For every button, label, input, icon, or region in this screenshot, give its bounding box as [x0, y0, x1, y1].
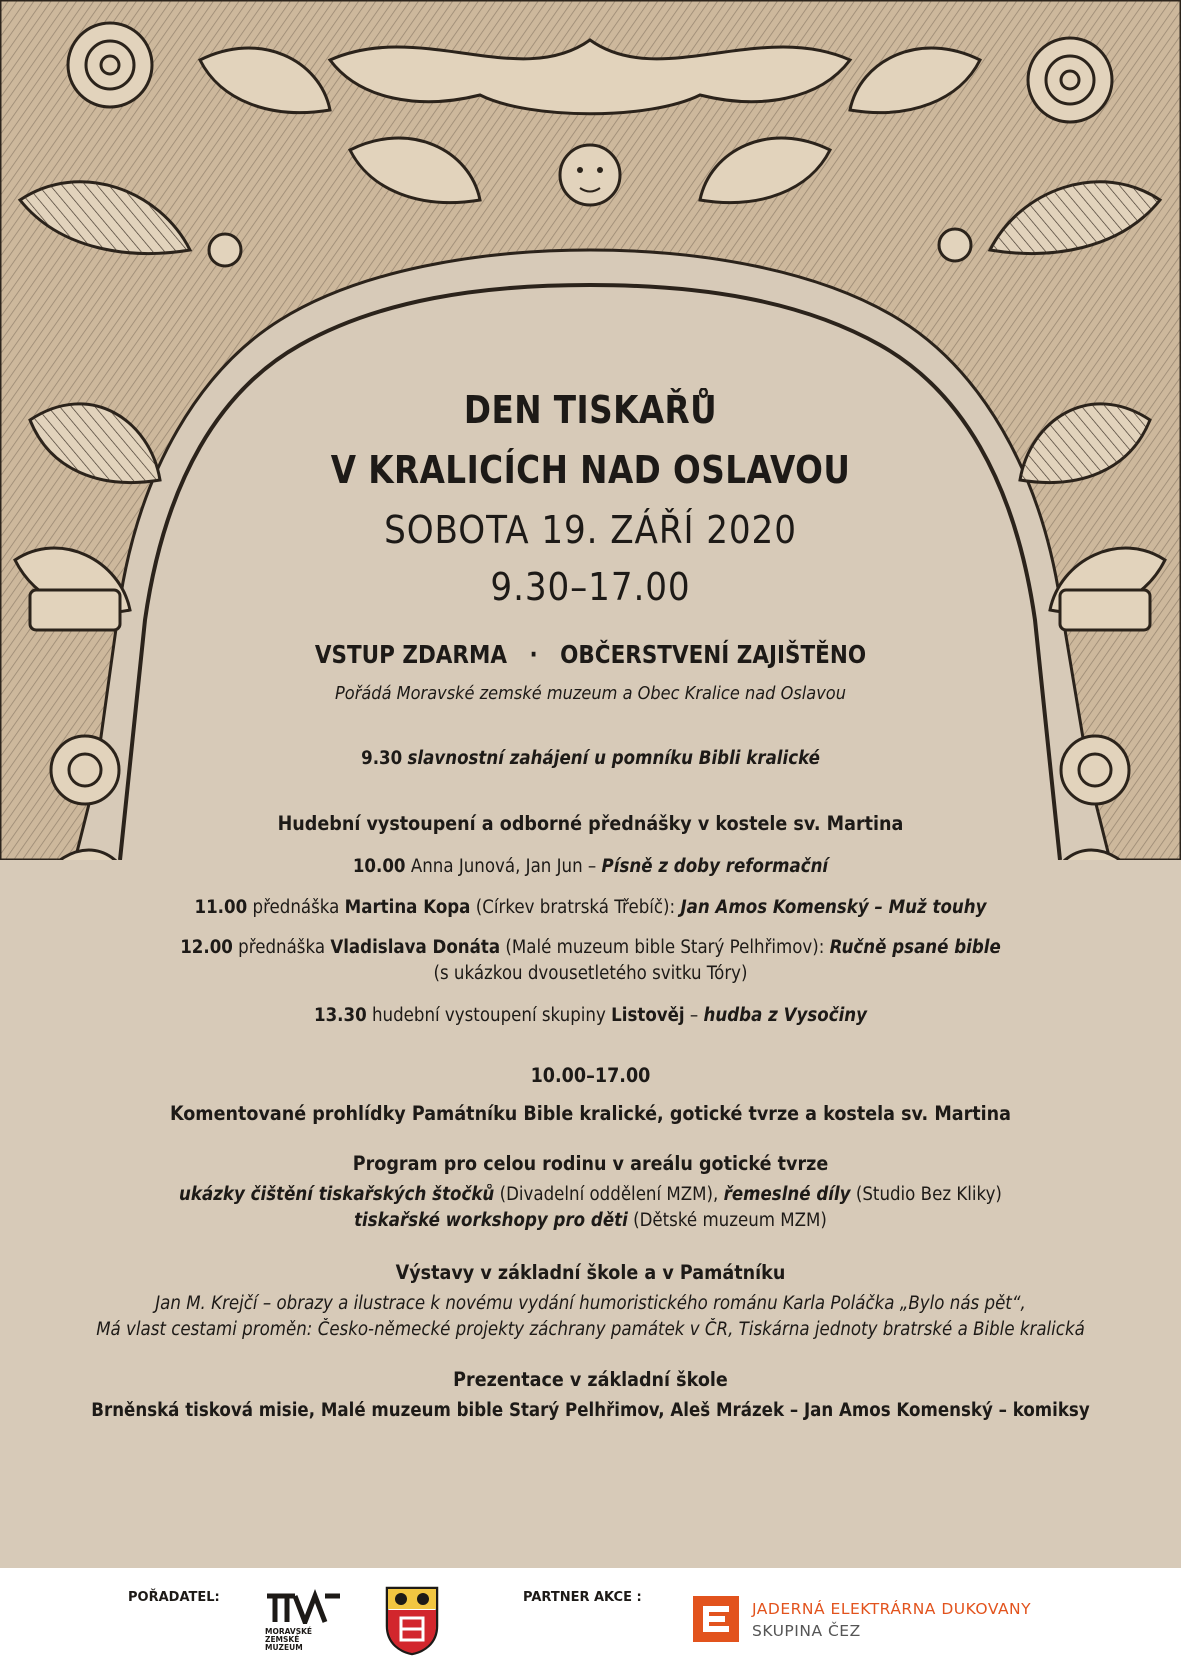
entry-info	[83, 640, 1099, 669]
museum-logo-icon	[265, 1588, 345, 1624]
opening-ceremony: 9.30 slavnostní zahájení u pomníku Bibli kralické	[361, 748, 820, 769]
cez-logo	[693, 1596, 739, 1642]
title-line-1: DEN TISKAŘŮ	[463, 388, 718, 432]
presentations-heading: Prezentace v základní škole	[453, 1368, 728, 1391]
footer	[0, 1568, 1181, 1672]
separator-dot: ·	[529, 640, 538, 669]
municipal-coat-of-arms	[385, 1586, 439, 1656]
exhibitions-line-1: Jan M. Krejčí – obrazy a ilustrace k novému vydání humoristického románu Karla Poláčka „Bylo nás pět“,	[155, 1293, 1026, 1314]
family-line-2: tiskařské workshopy pro děti (Dětské muzeum MZM)	[354, 1210, 827, 1231]
program-item: 12.00 přednáška Vladislava Donáta (Malé muzeum bible Starý Pelhřimov): Ručně psané bible	[180, 937, 1001, 958]
organizer-line: Pořádá Moravské zemské muzeum a Obec Kralice nad Oslavou	[335, 683, 846, 704]
program-item-note: (s ukázkou dvousetletého svitku Tóry)	[433, 963, 748, 984]
presentations-line: Brněnská tisková misie, Malé muzeum bible Starý Pelhřimov, Aleš Mrázek – Jan Amos Komenský – komiksy	[91, 1400, 1090, 1421]
event-date: SOBOTA 19. ZÁŘÍ 2020	[384, 508, 797, 552]
exhibitions-heading: Výstavy v základní škole a v Památníku	[395, 1261, 786, 1284]
daytime-time: 10.00–17.00	[530, 1064, 651, 1087]
program-item: 11.00 přednáška Martina Kopa (Církev bratrská Třebíč): Jan Amos Komenský – Muž touhy	[194, 897, 987, 918]
program-item: 10.00 Anna Junová, Jan Jun – Písně z doby reformační	[352, 856, 829, 877]
museum-logo	[265, 1588, 355, 1663]
partner-group: SKUPINA ČEZ	[752, 1622, 861, 1640]
free-entry: VSTUP ZDARMA	[314, 640, 508, 669]
refreshments: OBČERSTVENÍ ZAJIŠTĚNO	[560, 640, 867, 669]
tours-heading: Komentované prohlídky Památníku Bible kralické, gotické tvrze a kostela sv. Martina	[169, 1102, 1012, 1125]
museum-logo-text: MORAVSKÉ ZEMSKÉ MUZEUM	[265, 1627, 313, 1652]
event-time: 9.30–17.00	[490, 565, 691, 609]
organizer-label: POŘADATEL:	[128, 1590, 220, 1605]
exhibitions-line-2: Má vlast cestami proměn: Česko-německé projekty záchrany památek v ČR, Tiskárna jednoty bratrské a Bible kralická	[96, 1319, 1085, 1340]
partner-name: JADERNÁ ELEKTRÁRNA DUKOVANY	[752, 1600, 1032, 1618]
family-line-1: ukázky čištění tiskařských štočků (Divadelní oddělení MZM), řemeslné díly (Studio Bez Kliky)	[179, 1184, 1002, 1205]
program-item: 13.30 hudební vystoupení skupiny Listověj – hudba z Vysočiny	[313, 1005, 867, 1026]
partner-label: PARTNER AKCE :	[523, 1590, 642, 1605]
title-line-2: V KRALICÍCH NAD OSLAVOU	[330, 448, 851, 492]
family-heading: Program pro celou rodinu v areálu gotické tvrze	[352, 1152, 829, 1175]
church-heading: Hudební vystoupení a odborné přednášky v kostele sv. Martina	[277, 812, 904, 835]
